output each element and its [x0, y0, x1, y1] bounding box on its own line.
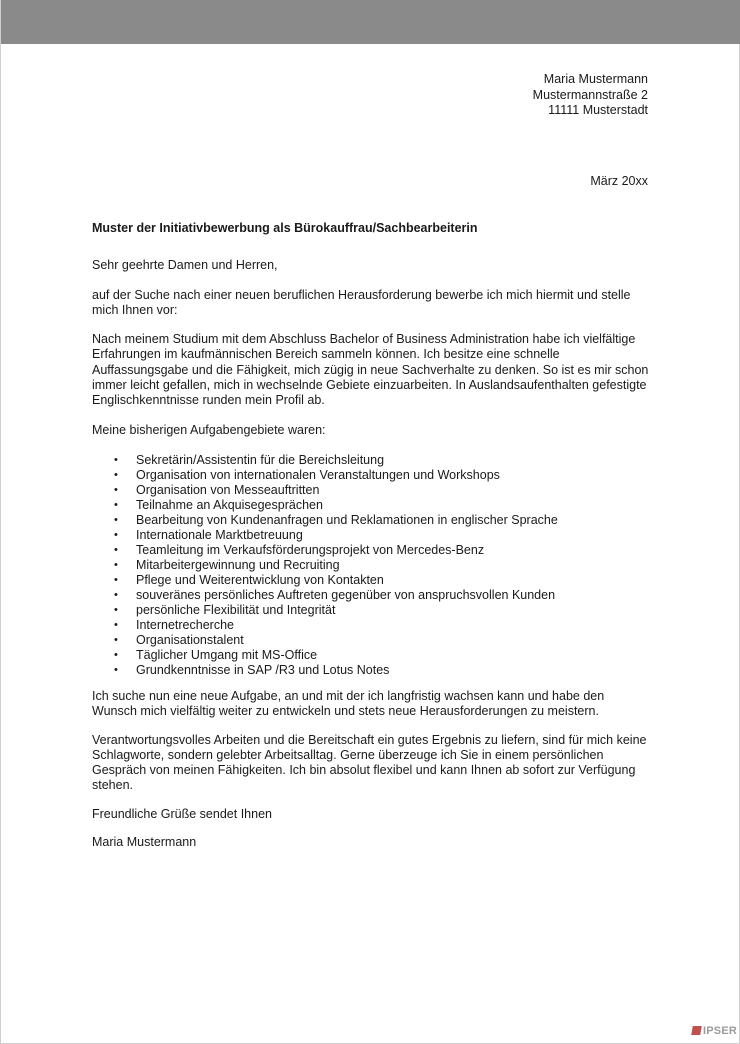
bullet-icon: • [114, 543, 118, 556]
bullet-icon: • [114, 468, 118, 481]
bullet-icon: • [114, 603, 118, 616]
closing-paragraph: Verantwortungsvolles Arbeiten und die Bereitschaft ein gutes Ergebnis zu liefern, sind für mich keine Schlagworte, sondern gelebter Arbeitsalltag. Gerne überzeuge ich Sie in einem persönlichen Gespräch von meinen Fähigkeiten. Ich bin absolut flexibel und kann Ihnen ab sofort zur Verfügung stehen. [92, 732, 647, 793]
task-list-item [114, 453, 652, 468]
task-text: Internationale Marktbetreuung [136, 527, 303, 542]
task-list-item [114, 468, 652, 483]
task-list-item [114, 558, 652, 573]
bullet-icon: • [114, 618, 118, 631]
task-list-item [114, 513, 652, 528]
bullet-icon: • [114, 648, 118, 661]
bullet-icon: • [114, 633, 118, 646]
logo-text: IPSER [702, 1025, 737, 1037]
tasks-intro: Meine bisherigen Aufgabengebiete waren: [92, 422, 326, 437]
sender-address [533, 72, 648, 119]
task-text: Mitarbeitergewinnung und Recruiting [136, 557, 340, 572]
task-text: Organisationstalent [136, 632, 244, 647]
logo-mark-icon [691, 1026, 702, 1035]
bullet-icon: • [114, 588, 118, 601]
task-list-item [114, 633, 652, 648]
letter-subject: Muster der Initiativbewerbung als Bürokauffrau/Sachbearbeiterin [92, 221, 478, 235]
bullet-icon: • [114, 573, 118, 586]
task-text: Grundkenntnisse in SAP /R3 und Lotus Notes [136, 662, 390, 677]
task-list-item [114, 543, 652, 558]
sender-city: 11111 Musterstadt [548, 103, 648, 117]
task-list-item [114, 618, 652, 633]
task-text: Teilnahme an Akquisegesprächen [136, 497, 323, 512]
task-list-item [114, 648, 652, 663]
task-text: Bearbeitung von Kundenanfragen und Reklamationen in englischer Sprache [136, 512, 558, 527]
task-text: persönliche Flexibilität und Integrität [136, 602, 336, 617]
letter-body [92, 221, 652, 850]
task-list-item [114, 498, 652, 513]
bullet-icon: • [114, 498, 118, 511]
task-text: Teamleitung im Verkaufsförderungsprojekt von Mercedes-Benz [136, 542, 485, 557]
bullet-icon: • [114, 483, 118, 496]
brand-logo [692, 1025, 737, 1037]
regards: Freundliche Grüße sendet Ihnen [92, 806, 272, 821]
qualifications-paragraph: Nach meinem Studium mit dem Abschluss Bachelor of Business Administration habe ich vielfältige Erfahrungen im kaufmännischen Bereich sammeln können. Ich besitze eine schnelle Auffassungsgabe und die Fähigkeit, mich zügig in neue Sachverhalte zu denken. So ist es mir schon immer leicht gefallen, mich in wechselnde Gebiete einzuarbeiten. In Auslandsaufenthalten gefestigte Englischkenntnisse runden mein Profil ab. [92, 332, 649, 408]
intro-paragraph: auf der Suche nach einer neuen beruflichen Herausforderung bewerbe ich mich hiermit und stelle mich Ihnen vor: [92, 287, 631, 317]
letter-date: März 20xx [590, 174, 648, 188]
task-text: Organisation von Messeauftritten [136, 482, 320, 497]
task-text: Organisation von internationalen Veranstaltungen und Workshops [136, 467, 500, 482]
sender-street: Mustermannstraße 2 [532, 87, 648, 102]
signature-name: Maria Mustermann [92, 835, 197, 850]
bullet-icon: • [114, 663, 118, 676]
task-text: Internetrecherche [136, 617, 234, 632]
task-list-item [114, 663, 652, 678]
bullet-icon: • [114, 528, 118, 541]
task-text: Sekretärin/Assistentin für die Bereichsleitung [136, 452, 385, 467]
task-text: Täglicher Umgang mit MS-Office [136, 647, 318, 662]
task-text: Pflege und Weiterentwicklung von Kontakten [136, 572, 384, 587]
sender-name: Maria Mustermann [543, 72, 648, 86]
motivation-paragraph: Ich suche nun eine neue Aufgabe, an und mit der ich langfristig wachsen kann und habe den Wunsch mich vielfältig weiter zu entwickeln und stets neue Herausforderungen zu meistern. [92, 688, 605, 719]
task-list-item [114, 483, 652, 498]
task-list-item [114, 588, 652, 603]
header-bar [1, 0, 740, 44]
bullet-icon: • [114, 453, 118, 466]
bullet-icon: • [114, 558, 118, 571]
task-list [114, 453, 652, 678]
task-list-item [114, 528, 652, 543]
task-text: souveränes persönliches Auftreten gegenüber von anspruchsvollen Kunden [136, 587, 556, 602]
task-list-item [114, 603, 652, 618]
task-list-item [114, 573, 652, 588]
salutation: Sehr geehrte Damen und Herren, [92, 258, 278, 273]
bullet-icon: • [114, 513, 118, 526]
